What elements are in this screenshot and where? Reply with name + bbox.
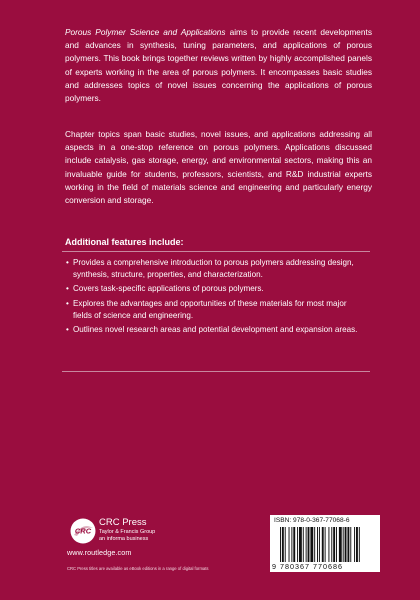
publisher-group: Taylor & Francis Group <box>99 529 156 535</box>
publisher-parent: an informa business <box>99 536 149 542</box>
logo-text: CRC <box>74 526 92 536</box>
bullet-icon: • <box>66 284 69 293</box>
bullet-icon: • <box>66 258 69 267</box>
feature-item: • Outlines novel research areas and potential development and expansion areas. <box>66 324 364 336</box>
chapter-topics-paragraph: Chapter topics span basic studies, novel issues, and applications addressing all aspects in a one-stop reference on porous polymers. Applications discussed include catalysis, gas storage, energy, and environmental sectors, making this an invaluable guide for students, professors, scientists, and R&D industrial experts working in the field of materials science and engineering and particularly energy conversion and storage. <box>65 129 372 206</box>
features-heading: Additional features include: <box>65 237 184 247</box>
isbn-digits: 9 780367 770686 <box>272 562 343 571</box>
features-list <box>62 251 370 372</box>
bullet-icon: • <box>66 299 69 308</box>
crc-press-logo-icon <box>70 518 96 544</box>
feature-item: • Covers task-specific applications of porous polymers. <box>66 283 364 295</box>
book-title: Porous Polymer Science and Applications <box>65 27 226 37</box>
publisher-name: CRC Press <box>99 517 147 528</box>
ebook-footnote: CRC Press titles are available as eBook editions in a range of digital formats <box>67 566 209 571</box>
publisher-website: www.routledge.com <box>67 548 132 557</box>
isbn-barcode-panel <box>270 515 380 572</box>
barcode-icon <box>270 515 380 565</box>
feature-item: • Explores the advantages and opportunities of these materials for most major fields of science and engineering. <box>66 299 347 321</box>
intro-text: aims to provide recent developments and advances in synthesis, tuning parameters, and applications of porous polymers. This book brings together reviews written by highly accomplished panels of experts working in the area of porous polymers. It encompasses basic studies and addresses topics of novel issues concerning the applications of porous polymers. <box>65 27 372 104</box>
feature-item: • Provides a comprehensive introduction to porous polymers addressing design, synthesis, structure, properties, and characterization. <box>66 258 354 280</box>
isbn-label: ISBN: 978-0-367-77068-6 <box>274 517 350 524</box>
intro-paragraph <box>65 26 372 105</box>
bullet-icon: • <box>66 325 69 334</box>
